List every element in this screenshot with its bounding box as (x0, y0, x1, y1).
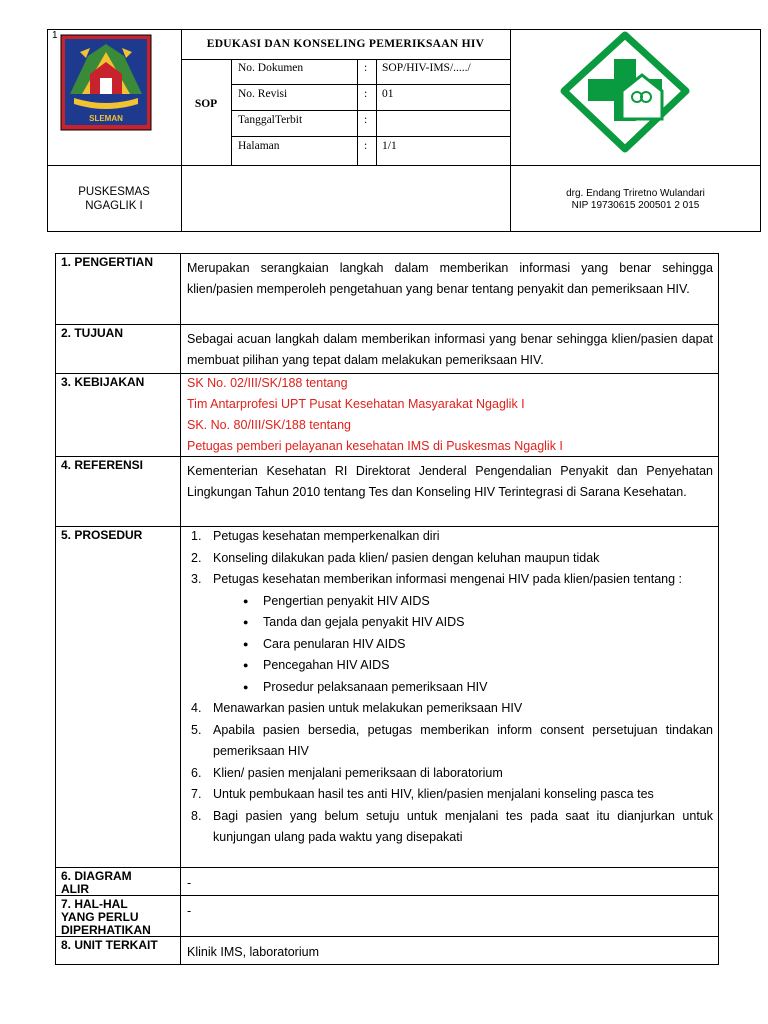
header-divider (231, 110, 510, 111)
procedure-step: 7. Untuk pembukaan hasil tes anti HIV, klien/pasien menjalani konseling pasca tes (191, 787, 654, 801)
label-kebijakan: 3. KEBIJAKAN (61, 375, 145, 389)
procedure-sub-item: ● Prosedur pelaksanaan pemeriksaan HIV (263, 677, 713, 699)
kebijakan-line: SK. No. 80/III/SK/188 tentang (187, 418, 351, 432)
text-kebijakan (181, 370, 719, 457)
label-tujuan: 2. TUJUAN (61, 326, 124, 340)
field-label-halaman: Halaman (238, 140, 280, 152)
field-value-no-dokumen: SOP/HIV-IMS/...../ (382, 62, 471, 74)
field-sep: : (364, 140, 368, 152)
header-divider (231, 59, 232, 165)
kebijakan-line: Tim Antarprofesi UPT Pusat Kesehatan Masyarakat Ngaglik I (187, 397, 525, 411)
procedure-sub-item: ● Tanda dan gejala penyakit HIV AIDS (263, 612, 713, 634)
field-sep: : (364, 62, 368, 74)
field-label-tanggal-terbit: TanggalTerbit (238, 114, 303, 126)
header-divider (47, 165, 761, 166)
procedure-step: 1. Petugas kesehatan memperkenalkan diri (191, 529, 440, 543)
label-referensi: 4. REFERENSI (61, 458, 144, 472)
document-title: EDUKASI DAN KONSELING PEMERIKSAAN HIV (206, 38, 485, 50)
text-diagram-alir: - (187, 876, 192, 890)
procedure-step: 4. Menawarkan pasien untuk melakukan pemeriksaan HIV (191, 701, 523, 715)
procedure-list (187, 526, 713, 849)
field-sep: : (364, 114, 368, 126)
text-hal-hal: - (187, 904, 192, 918)
institution-name (47, 185, 181, 213)
puskesmas-logo (560, 31, 690, 153)
institution-line1: PUSKESMAS (78, 186, 150, 198)
label-unit-terkait: 8. UNIT TERKAIT (61, 938, 158, 952)
field-label-no-dokumen: No. Dokumen (238, 62, 304, 74)
signer-nip: NIP 19730615 200501 2 015 (571, 200, 700, 211)
field-value-no-revisi: 01 (382, 88, 394, 100)
label-hal-hal: 7. HAL-HAL YANG PERLU DIPERHATIKAN (61, 897, 151, 937)
field-sep: : (364, 88, 368, 100)
header-divider (357, 59, 358, 165)
kebijakan-line: Petugas pemberi pelayanan kesehatan IMS di Puskesmas Ngaglik I (187, 439, 563, 453)
procedure-step: 5. Apabila pasien bersedia, petugas memberikan inform consent persetujuan tindakan pemeriksaan HIV (191, 722, 713, 758)
label-pengertian: 1. PENGERTIAN (61, 255, 154, 269)
institution-line2: NGAGLIK I (85, 200, 143, 212)
header-divider (231, 136, 510, 137)
field-value-halaman: 1/1 (382, 140, 397, 152)
kebijakan-line: SK No. 02/III/SK/188 tentang (187, 376, 348, 390)
label-diagram-alir: 6. DIAGRAM ALIR (61, 869, 132, 896)
header-divider (231, 84, 510, 85)
procedure-step: 6. Klien/ pasien menjalani pemeriksaan di laboratorium (191, 765, 503, 780)
puskesmas-cross-icon (560, 31, 690, 153)
procedure-sub-item: ● Pengertian penyakit HIV AIDS (263, 591, 713, 613)
header-divider (376, 59, 377, 165)
page-number: 1 (52, 30, 58, 41)
label-prosedur: 5. PROSEDUR (61, 528, 143, 542)
signer-block (510, 188, 761, 212)
text-prosedur (181, 523, 719, 849)
sop-label: SOP (194, 98, 218, 110)
procedure-sub-item: ● Cara penularan HIV AIDS (263, 634, 713, 656)
procedure-step: 2. Konseling dilakukan pada klien/ pasien dengan keluhan maupun tidak (191, 550, 600, 565)
procedure-step: 8. Bagi pasien yang belum setuju untuk menjalani tes pada saat itu dianjurkan untuk kunjungan ulang pada waktu yang disepakati (191, 808, 713, 844)
text-tujuan: Sebagai acuan langkah dalam memberikan informasi yang benar sehingga klien/pasien dapat membuat pilihan yang tepat dalam melakukan pemeriksaan HIV. (187, 332, 713, 367)
procedure-sub-item: ● Pencegahan HIV AIDS (263, 655, 713, 677)
procedure-sub-list (187, 591, 713, 699)
sleman-logo (60, 34, 152, 131)
procedure-step: 3. Petugas kesehatan memberikan informasi mengenai HIV pada klien/pasien tentang : ● Pengertian penyakit HIV AIDS ● Tanda dan gejala penyakit HIV AIDS ● Cara penularan HIV AIDS ● Pencegahan HIV AIDS ● Prosedur pelaksanaan pemeriksaan HIV (213, 569, 713, 698)
text-referensi: Kementerian Kesehatan RI Direktorat Jenderal Pengendalian Penyakit dan Penyehatan Lingkungan Tahun 2010 tentang Tes dan Konseling HIV Terintegrasi di Sarana Kesehatan. (187, 464, 713, 499)
text-pengertian: Merupakan serangkaian langkah dalam memberikan informasi yang benar sehingga klien/pasien memperoleh pengetahuan yang benar tentang penyakit dan pemeriksaan HIV. (187, 261, 713, 296)
text-unit-terkait: Klinik IMS, laboratorium (187, 945, 319, 959)
field-label-no-revisi: No. Revisi (238, 88, 288, 100)
logo-text: SLEMAN (89, 114, 123, 123)
signer-name: drg. Endang Triretno Wulandari (566, 188, 705, 199)
